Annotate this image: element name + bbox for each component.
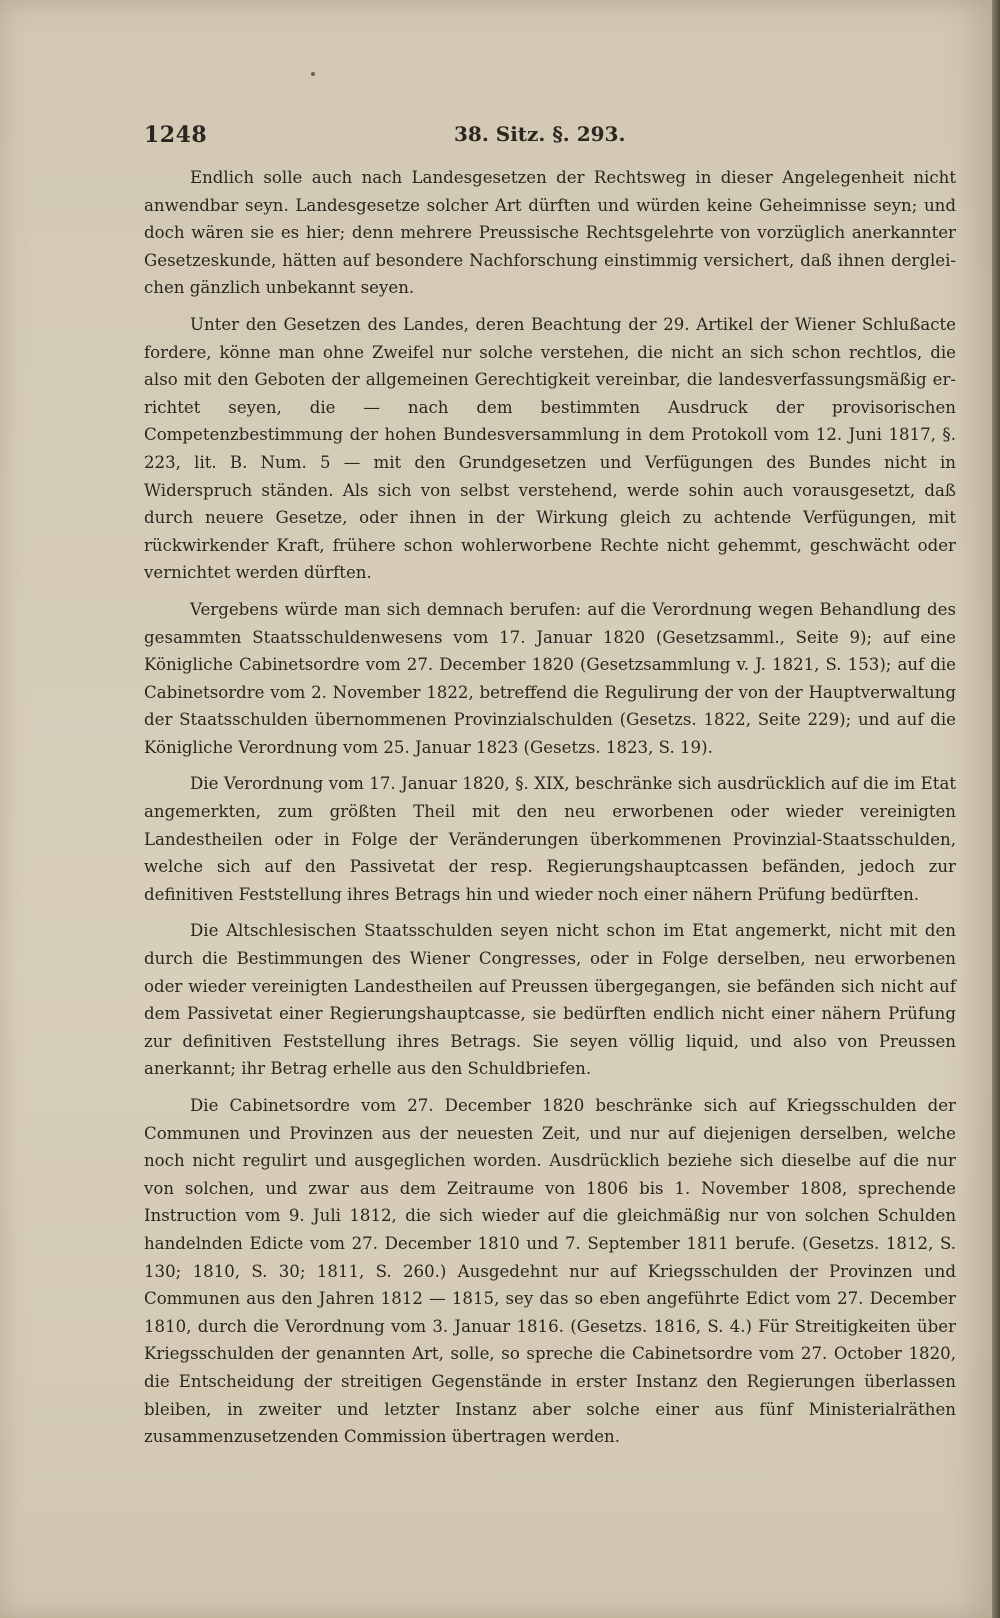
page-header [144,122,956,152]
paragraph: Die Cabinetsordre vom 27. December 1820 beschränke sich auf Kriegsschulden der Communen und Provinzen aus der neuesten Zeit, und nur auf diejenigen derselben, welche noch nicht regulirt und ausgeglichen worden. Ausdrücklich beziehe sich dieselbe auf die nur von solchen, und zwar aus dem Zeitraume von 1806 bis 1. November 1808, sprechende Instruction vom 9. Juli 1812, die sich wieder auf die gleichmäßig nur von solchen Schulden handelnden Edicte vom 27. December 1810 und 7. September 1811 berufe. (Gesetzs. 1812, S. 130; 1810, S. 30; 1811, S. 260.) Ausgedehnt nur auf Kriegsschulden der Provinzen und Communen aus den Jahren 1812 — 1815, sey das so eben angeführte Edict vom 27. December 1810, durch die Verordnung vom 3. Januar 1816. (Gesetzs. 1816, S. 4.) Für Streitigkeiten über Kriegsschulden der genannten Art, solle, so spreche die Cabinetsordre vom 27. October 1820, die Entscheidung der streitigen Gegenstände in erster Instanz den Regierungen überlassen bleiben, in zweiter und letzter Instanz aber solche einer aus fünf Ministerialräthen zusammenzusetzenden Commission übertragen werden. [144,1096,956,1447]
running-head: 38. Sitz. §. 293. [454,122,626,146]
paragraph: Unter den Gesetzen des Landes, deren Beachtung der 29. Artikel der Wiener Schlußacte fordere, könne man ohne Zweifel nur solche verstehen, die nicht an sich schon rechtlos, die also mit den Geboten der allgemeinen Gerechtigkeit vereinbar, die landesverfassungsmäßig errichtet seyen, die — nach dem bestimmten Ausdruck der provisorischen Competenzbestimmung der hohen Bundesversammlung in dem Protokoll vom 12. Juni 1817, §. 223, lit. B. Num. 5 — mit den Grundgesetzen und Verfügungen des Bundes nicht in Widerspruch ständen. Als sich von selbst verstehend, werde sohin auch vorausgesetzt, daß durch neuere Gesetze, oder ihnen in der Wirkung gleich zu achtende Verfügungen, mit rückwirkender Kraft, frühere schon wohlerworbene Rechte nicht gehemmt, geschwächt oder vernichtet werden dürften. [144,314,956,583]
paragraph: Endlich solle auch nach Landesgesetzen der Rechtsweg in dieser Angelegenheit nicht anwendbar seyn. Landesgesetze solcher Art dürften und würden keine Geheimnisse seyn; und doch wären sie es hier; denn mehrere Preussische Rechtsgelehrte von vorzüglich anerkannter Gesetzeskunde, hätten auf besondere Nachforschung einstimmig versichert, daß ihnen dergleichen gänzlich unbekannt seyen. [144,168,956,298]
paragraph: Vergebens würde man sich demnach berufen: auf die Verordnung wegen Behandlung des gesammten Staatsschuldenwesens vom 17. Januar 1820 (Gesetzsamml., Seite 9); auf eine Königliche Cabinetsordre vom 27. December 1820 (Gesetzsammlung v. J. 1821, S. 153); auf die Cabinetsordre vom 2. November 1822, betreffend die Regulirung der von der Hauptverwaltung der Staatsschulden übernommenen Provinzialschulden (Gesetzs. 1822, Seite 229); und auf die Königliche Verordnung vom 25. Januar 1823 (Gesetzs. 1823, S. 19). [144,599,956,757]
body-text [144,164,956,1460]
page-number: 1248 [144,122,208,148]
paragraph: Die Verordnung vom 17. Januar 1820, §. XIX, beschränke sich ausdrücklich auf die im Etat angemerkten, zum größten Theil mit den neu erworbenen oder wieder vereinigten Landestheilen oder in Folge der Veränderungen überkommenen Provinzial-Staatsschulden, welche sich auf den Passivetat der resp. Regierungshauptcassen befänden, jedoch zur definitiven Feststellung ihres Betrags hin und wieder noch einer nähern Prüfung bedürften. [144,774,956,904]
paragraph: Die Altschlesischen Staatsschulden seyen nicht schon im Etat angemerkt, nicht mit den durch die Bestimmungen des Wiener Congresses, oder in Folge derselben, neu erworbenen oder wieder vereinigten Landestheilen auf Preussen übergegangen, sie befänden sich nicht auf dem Passivetat einer Regierungshauptcasse, sie bedürften endlich nicht einer nähern Prüfung zur definitiven Feststellung ihres Betrags. Sie seyen völlig liquid, und also von Preussen anerkannt; ihr Betrag erhelle aus den Schuldbriefen. [144,921,956,1079]
page-edge-shadow [992,0,1000,1618]
ink-speck [311,72,315,76]
